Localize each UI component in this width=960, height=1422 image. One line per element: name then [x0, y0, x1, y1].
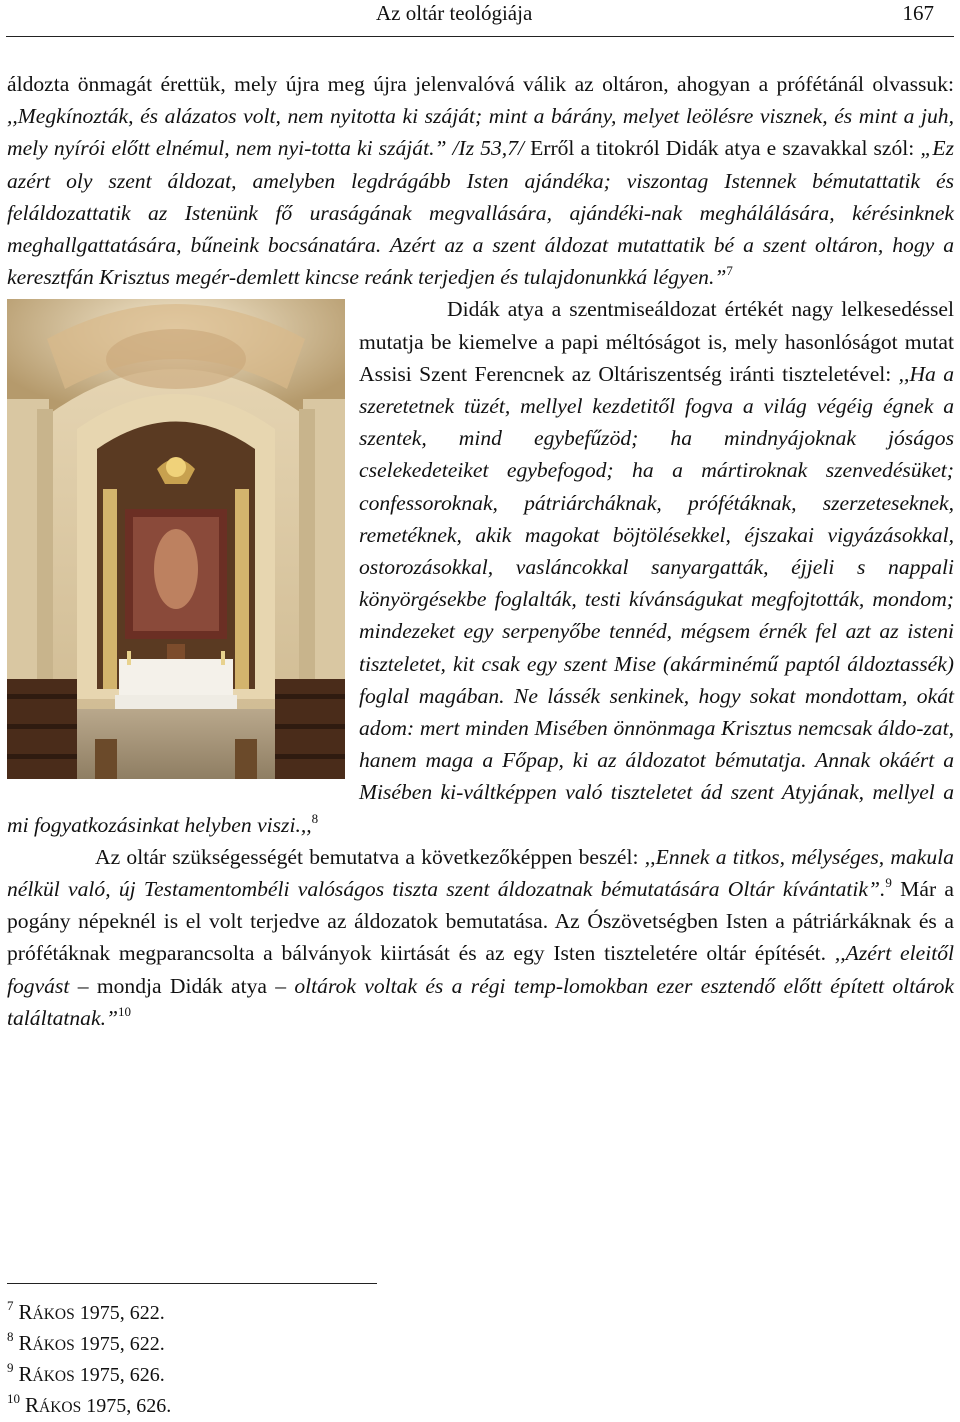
main-text — [7, 68, 954, 1034]
footnote-author-initial: R — [18, 1362, 33, 1386]
footnote-7 — [7, 1298, 171, 1329]
altar-photo — [7, 299, 345, 779]
p3-quote-altar: ,,Ennek a titkos, mélységes, makula nélkül való, új Testamentombéli valóságos tiszta szent áldozatnak bémutatására Oltár kívántatik”. — [7, 844, 954, 902]
footnote-ref: 1975, 626. — [79, 1364, 165, 1386]
paragraph-3 — [7, 841, 954, 1034]
footnote-10 — [7, 1391, 171, 1422]
p2-quote-close: ,, — [300, 812, 312, 837]
footnote-8 — [7, 1329, 171, 1360]
footnote-ref: 1975, 622. — [79, 1333, 165, 1355]
p3-quote-f: oltárok voltak és a régi temp-lomokban ezer esztendő előtt épített oltárok találtatnak.” — [7, 973, 954, 1030]
p3-text-c: Már a pogány népeknél is el volt terjedve az áldozatok bemutatása. Az Ószövetségben Isten a pátriárkáknak és a prófétáknak megparancsolta a bálványok kiirtását és az egy Isten tiszteletére oltár építését. — [7, 877, 955, 966]
p2-quote-didak: ,,Ha a szeretetnek tüzét, mellyel kezdetitől fogva a világ végéig égnek a szentek, mind egybefűzöd; ha mindnyájoknak jóságos cselekedeteiket egybefogod; ha a mártiroknak szenvedésüket; confessoroknak, pátriárcháknak, prófétáknak, szerzeteseknek, remetéknek, akik magokat böjtölésekkel, éjszakai vigyázásokkal, ostorozásokkal, vasláncokkal sanyargatták, éjjeli s nappali könyörgésekbe foglalták, testi kívánságukat megfojtották, mondom; mindezeket egy serpenyőbe tennéd, mégsem érnék fel azt az isteni tiszteletet, kit csak egy szent Mise (akárminémű paptól áldoztassék) foglal magában. Ne lássék senkinek, hogy sokat mondottam, okát adom: mert minden Misében önnönmaga Krisztus nemcsak áldo-zat, hanem maga a Főpap, ki az áldozatot bémutatja. Annak okáért a Misében ki-váltképpen való tiszteletet ád szent Atyjának, mellyel a mi fogyatkozásinkat helyben viszi. — [7, 361, 955, 837]
footnote-author-initial: R — [18, 1300, 33, 1324]
footnote-author-rest: ÁKOS — [32, 1306, 75, 1323]
footnotes — [7, 1298, 171, 1422]
footnote-number: 8 — [7, 1329, 14, 1344]
running-header — [6, 0, 954, 37]
p3-text-a: Az oltár szükségességét bemutatva a következőképpen beszél: — [95, 844, 645, 869]
footnote-ref: 1975, 626. — [86, 1395, 172, 1417]
footnote-number: 7 — [7, 1298, 14, 1313]
footnote-author-rest: ÁKOS — [39, 1399, 82, 1416]
p3-text-e: – mondja Didák atya – — [69, 973, 295, 998]
p2-text-a: Didák atya a szentmiseáldozat értékét nagy lelkesedéssel mutatja be kiemelve a papi méltóságot is, mely hasonlóságot mutat Assisi Szent Ferencnek az Oltáriszentség iránti tiszteletével: — [359, 297, 954, 386]
footnote-ref-9: 9 — [885, 875, 892, 891]
footnote-author-initial: R — [18, 1331, 33, 1355]
footnote-number: 10 — [7, 1391, 20, 1406]
footnote-ref: 1975, 622. — [79, 1302, 165, 1324]
footnote-author-rest: ÁKOS — [32, 1368, 75, 1385]
church-interior-image — [7, 299, 345, 779]
p1-text-a: áldozta önmagát érettük, mely újra meg újra jelenvalóvá válik az oltáron, ahogyan a prófétánál olvassuk: — [7, 72, 954, 96]
footnote-ref-7: 7 — [726, 263, 733, 279]
p3-quote-d: ,,Azért eleitől fogvást — [7, 941, 955, 998]
paragraph-1 — [7, 68, 954, 293]
p1-text-c: Erről a titokról Didák atya e szavakkal szól: — [524, 136, 921, 161]
footnote-ref-8: 8 — [311, 810, 319, 826]
page-number: 167 — [902, 1, 934, 25]
p1-quote-didak: „Ez azért oly szent áldozat, amelyben legdrágább Isten ajándéka; viszontag Istennek bémutattatik és feláldozattatik az Istenünk fő uraságának megvallására, ajándéki-nak meghálálására, kérésinknek meghallgattatására, bűneink bocsánatára. Azért az a szent áldozat mutattatik bé a szent oltáron, hogy a keresztfán Krisztus megér-demlett kincse reánk terjedjen és tulajdonunkká légyen.” — [7, 136, 954, 290]
footnote-ref-10: 10 — [117, 1003, 131, 1019]
running-title: Az oltár teológiája — [376, 1, 533, 25]
footnote-9 — [7, 1360, 171, 1391]
p1-quote-isaiah: ,,Megkínozták, és alázatos volt, nem nyitotta ki száját; mint a bárány, melyet leölésre visznek, és mint a juh, mely nyírói előtt elnémul, nem nyi-totta ki száját.” /Iz 53,7/ — [7, 104, 954, 161]
footnote-separator — [7, 1283, 377, 1284]
footnote-number: 9 — [7, 1360, 14, 1375]
footnote-author-rest: ÁKOS — [32, 1337, 75, 1354]
footnote-author-initial: R — [25, 1393, 40, 1417]
